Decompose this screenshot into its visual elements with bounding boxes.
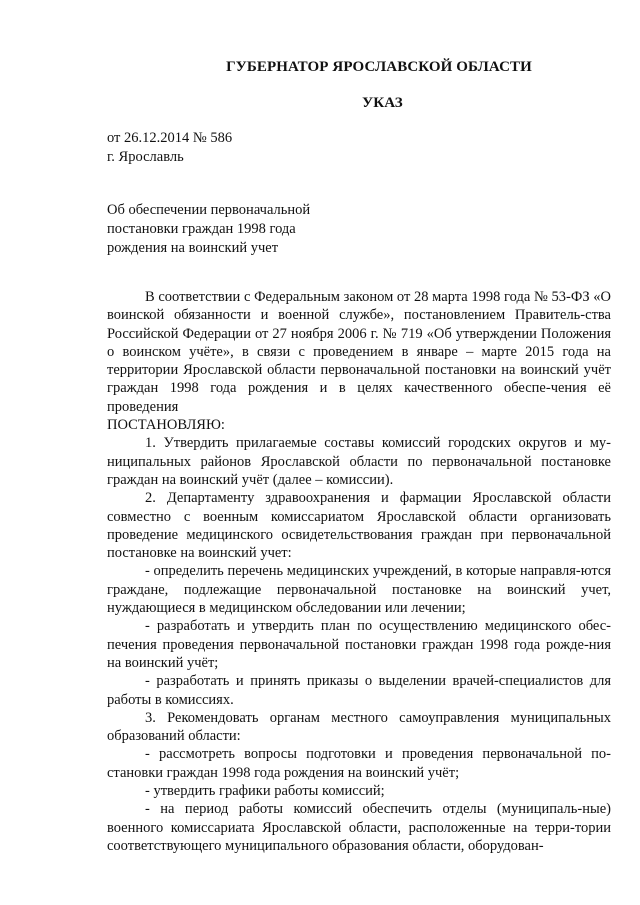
body-paragraph: 1. Утвердить прилагаемые составы комиссий городских округов и му-ниципальных районов Ярославской области по первоначальной постановке граждан на воинский учёт (далее – комиссии). (107, 435, 611, 488)
body-paragraph: - на период работы комиссий обеспечить отделы (муниципаль-ные) военного комиссариата Ярославской области, расположенные на терри-тории соответствующего муниципального образования области, оборудован- (107, 801, 611, 854)
document-type-heading: УКАЗ (362, 95, 403, 111)
body-paragraph: - разработать и принять приказы о выделении врачей-специалистов для работы в комиссиях. (107, 673, 611, 708)
authority-heading: ГУБЕРНАТОР ЯРОСЛАВСКОЙ ОБЛАСТИ (226, 59, 532, 75)
preamble-paragraph: В соответствии с Федеральным законом от 28 марта 1998 года № 53-ФЗ «О воинской обязанности и военной службе», постановлением Правитель-ства Российской Федерации от 27 ноября 2006 г. № 719 «Об утверждении Положения о воинском учёте», в связи с проведением в январе – марте 2015 года на территории Ярославской области первоначальной постановки на воинский учёт граждан 1998 года рождения и в целях качественного обеспе-чения её проведения (107, 289, 611, 415)
body-paragraph: - утвердить графики работы комиссий; (145, 783, 385, 800)
body-paragraph: - разработать и утвердить план по осуществлению медицинского обес-печения проведения первоначальной постановки граждан 1998 года рожде-ния на воинский учёт; (107, 618, 611, 671)
body-paragraph: - рассмотреть вопросы подготовки и проведения первоначальной по-становки граждан 1998 года рождения на воинский учёт; (107, 746, 611, 781)
city-line: г. Ярославль (107, 149, 184, 165)
subject-line: Об обеспечении первоначальной (107, 202, 311, 218)
date-number-line: от 26.12.2014 № 586 (107, 130, 233, 146)
body-paragraph: 3. Рекомендовать органам местного самоуправления муниципальных образований области: (107, 709, 611, 745)
subject-line: рождения на воинский учет (107, 240, 279, 256)
body-paragraph: - определить перечень медицинских учреждений, в которые направля-ются граждане, подлежащие первоначальной постановке на воинский учет, нуждающиеся в медицинском обследовании или лечении; (107, 563, 611, 617)
decree-word: ПОСТАНОВЛЯЮ: (107, 417, 225, 434)
subject-line: постановки граждан 1998 года (107, 221, 296, 237)
body-paragraph: 2. Департаменту здравоохранения и фармации Ярославской области совместно с военным комиссариатом Ярославской области организовать проведение медицинского освидетельствования граждан при первоначальной постановке на воинский учет: (107, 490, 611, 562)
document-body (107, 288, 611, 855)
document-subject (107, 201, 310, 258)
